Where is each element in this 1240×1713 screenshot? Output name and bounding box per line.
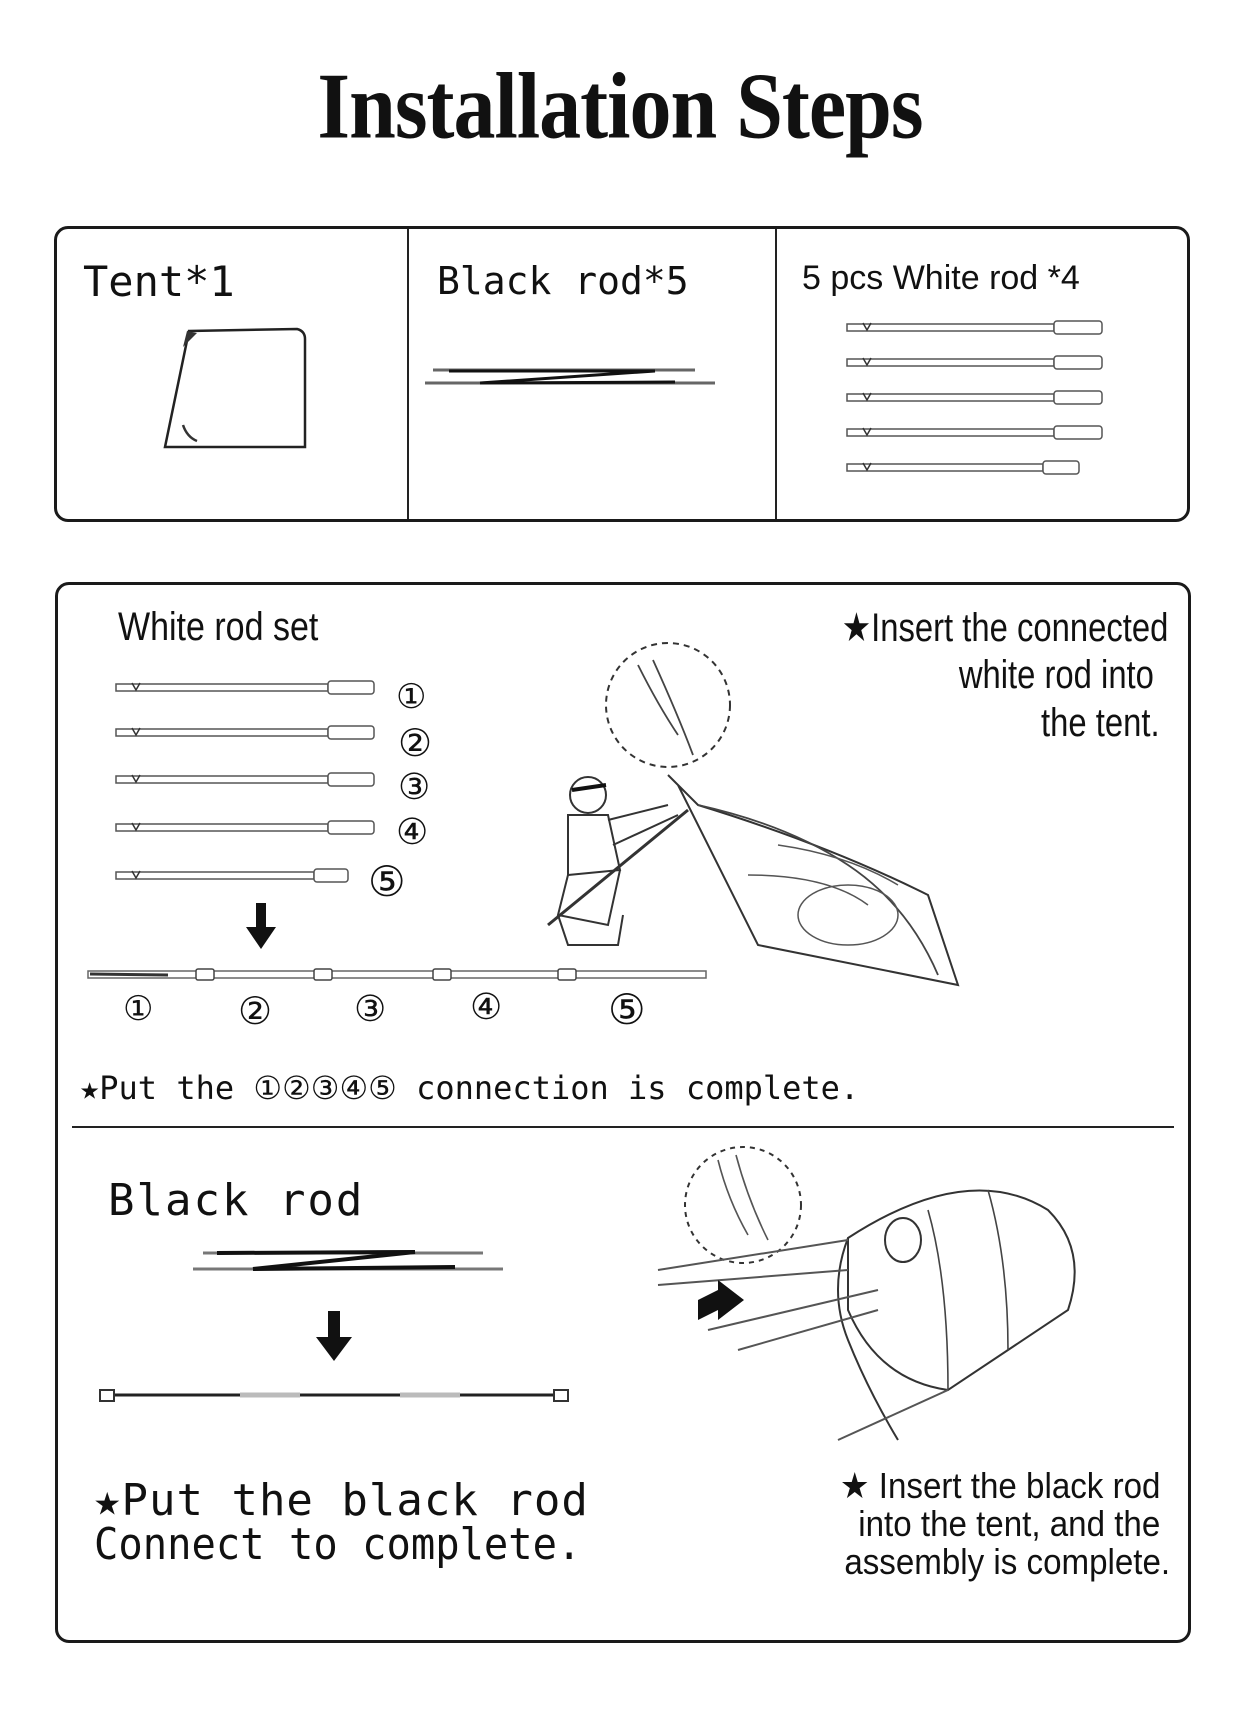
connected-marker-4: ④: [470, 987, 503, 1028]
white-rods-illustration: [847, 317, 1107, 477]
connection-complete-note: ★Put the ①②③④⑤ connection is complete.: [80, 1069, 860, 1107]
white-rod-5: [847, 461, 1079, 474]
white-rod-1: [847, 321, 1102, 334]
black-rod-insert-note-line-2: into the tent, and the: [857, 1503, 1160, 1544]
white-rod-2: [847, 356, 1102, 369]
black-rod-heading: Black rod: [108, 1175, 365, 1226]
white-rod-set-2: [116, 726, 374, 739]
marker-2: ②: [398, 721, 433, 765]
connected-marker-2: ②: [238, 989, 273, 1033]
black-rod-insert-note-line-1: ★ Insert the black rod: [839, 1465, 1160, 1506]
part-label-white-rod: 5 pcs White rod *4: [802, 259, 1080, 297]
marker-4: ④: [396, 812, 429, 853]
white-rod-4: [847, 426, 1102, 439]
white-rod-set-heading: White rod set: [118, 605, 319, 649]
assembly-steps-panel: [55, 582, 1191, 1643]
rod-joint-3: [433, 969, 451, 980]
parts-divider: [775, 229, 777, 519]
page-title: Installation Steps: [317, 54, 923, 159]
steps-divider: [72, 1126, 1174, 1128]
black-rod-connect-note-line-1: ★Put the black rod: [94, 1475, 589, 1526]
connected-marker-3: ③: [354, 989, 387, 1030]
marker-1: ①: [396, 677, 427, 717]
part-label-tent: Tent*1: [83, 257, 235, 306]
black-rod-insert-note-line-3: assembly is complete.: [844, 1541, 1170, 1582]
white-rod-set-3: [116, 773, 374, 786]
connected-black-rod-illustration: [100, 1385, 570, 1405]
marker-5: ⑤: [368, 857, 406, 906]
marker-3: ③: [398, 767, 431, 808]
white-rod-3: [847, 391, 1102, 404]
white-rod-set-1: [116, 681, 374, 694]
rod-joint-1: [196, 969, 214, 980]
down-arrow-icon: [244, 903, 278, 951]
insert-white-rod-note-line-2: white rod into: [958, 653, 1154, 697]
folded-black-rod-step-illustration: [193, 1245, 583, 1281]
folded-black-rod-illustration: [425, 359, 745, 399]
white-rod-set-5: [116, 869, 348, 882]
tunnel-tent-illustration: [648, 1140, 1168, 1460]
insert-white-rod-note-line-3: the tent.: [1041, 701, 1160, 745]
parts-list-panel: [54, 226, 1190, 522]
part-label-black-rod: Black rod*5: [437, 259, 689, 303]
black-rod-connect-note-line-2: Connect to complete.: [94, 1519, 582, 1570]
insert-white-rod-note-line-1: ★Insert the connected: [841, 606, 1168, 650]
white-rod-set-4: [116, 821, 374, 834]
connected-marker-5: ⑤: [608, 985, 646, 1034]
rod-joint-2: [314, 969, 332, 980]
down-arrow-icon-2: [314, 1311, 354, 1363]
folded-tent-illustration: [157, 309, 337, 459]
connected-marker-1: ①: [123, 989, 154, 1029]
parts-divider: [407, 229, 409, 519]
